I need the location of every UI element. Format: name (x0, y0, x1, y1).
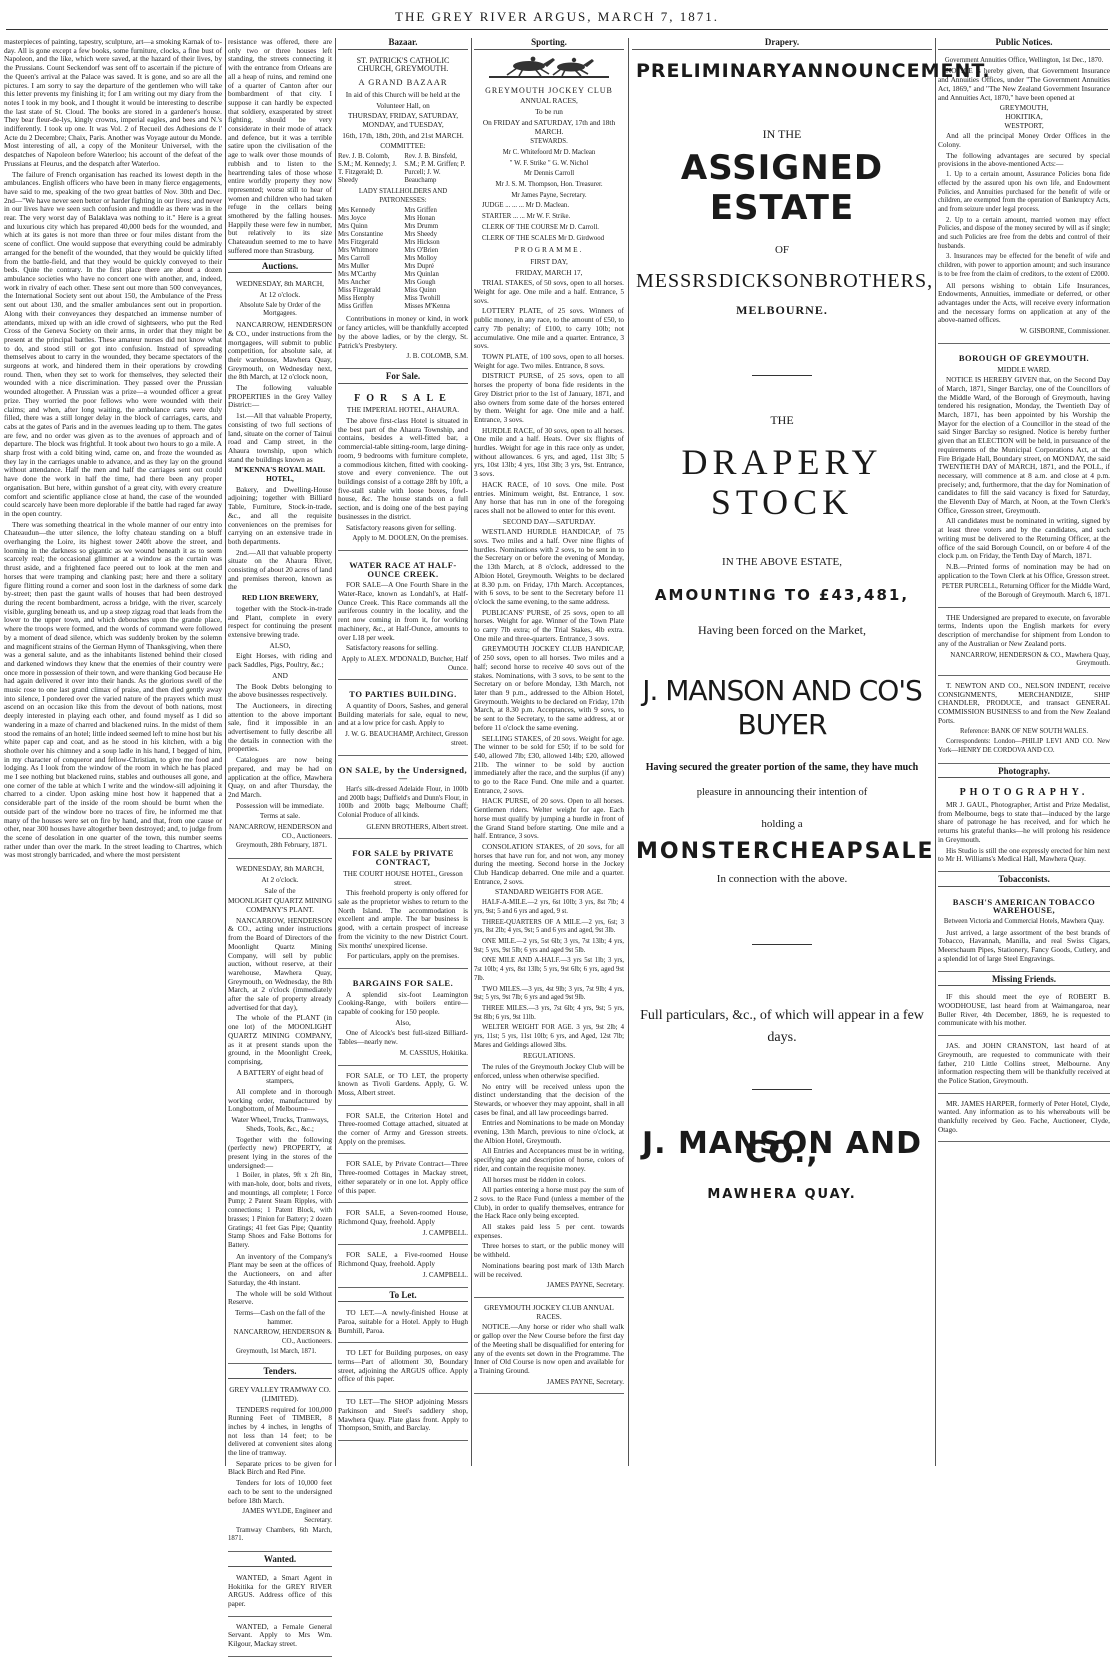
ladies-list-left: Mrs Kennedy Mrs Joyce Mrs Quinn Mrs Constantine Mrs Fitzgerald Mrs Whitmore Mrs Carroll Mrs Muller Mrs M'Carthy Mrs Ancher Miss Fitzgerald Miss Henphy Miss Griffen (338, 207, 384, 311)
ad-body: Separate prices to be given for Black Birch and Red Pine. (228, 1458, 332, 1477)
heading-word: CHEAP (771, 839, 865, 865)
ad-body: Satisfactory reasons given for selling. (346, 522, 457, 532)
mawhera-quay-label: MAWHERA QUAY. (707, 1187, 857, 1203)
ad-body: Catalogues are now being prepared, and may be had on application at the office, Mawhera Quay, on and after Thursday, the 2nd March. (228, 755, 332, 799)
ad-steward: Mr James Payne, Secretary. (511, 191, 587, 199)
full-particulars-text: Full particulars, &c., of which will appear in a few days. (640, 1007, 924, 1045)
ad-days: THURSDAY, FRIDAY, SATURDAY, MONDAY, and TUESDAY, (347, 111, 459, 129)
race-entry: GREYMOUTH JOCKEY CLUB HANDICAP, of 250 sovs, open to all horses. Two miles and a half; second horse to receive 40 sovs out of the stakes. Nominations, with 3 sovs, to be sent to the Secretary on or before Monday, 13th March, not later than 9 p.m., addressed to the Albion Hotel, Greymouth. Weights to be declared on Friday, 17th March, at 8.30 p.m. Acceptances, with 9 sovs, to be sent to the Secretary, to the same address, at or before 11 o'clock the same evening. (474, 644, 624, 732)
ad-stewards-heading: STEWARDS. (530, 138, 568, 146)
indent-notice (938, 611, 1110, 676)
ad-body: A quantity of Doors, Sashes, and general Building materials for sale, equal to new, and at a low price for cash. Apply to (338, 701, 468, 728)
heading-word: PRELIMINARY (636, 59, 792, 82)
ad-body: N.B.—Printed forms of nomination may be had on application to the Town Clerk at his Office, Gresson street. (938, 561, 1110, 580)
regulation: All parties entering a horse must pay the sum of 2 sovs. to the Race Fund (unless a member of the Club), in order to qualify themselves, entrance for the Hack Race only being excepted. (474, 1185, 624, 1221)
holding-text: holding a (761, 817, 803, 830)
public-notices-column (938, 38, 1110, 1466)
for-sale-ad (338, 388, 468, 551)
ad-body: T. NEWTON AND CO., NELSON INDENT, receive CONSIGNMENTS, MERCHANDIZE, SHIP CHANDLER, PRODUCE, and transact GENERAL COMMISSION BUSINESS to and from the New Zealand Ports. (938, 681, 1110, 725)
ad-list: 1 Boiler, in plates, 9ft x 2ft 8in, with man-hole, door, bolts and rivets, and mountings, all complete; 1 Force Pump; 2 Patent Steam Ripples, with connections; 1 Patent Block, with brasses; 1 Pinion for Battery; 2 dozen Gratings; 41 feet Gas Pipe; Quantity Stamp Shoes and False Bottoms for Battery. (228, 1172, 332, 1249)
sporting-column (474, 38, 624, 1466)
missing-friend-ad (938, 1097, 1110, 1143)
regulation: All stakes paid less 5 per cent. towards expenses. (474, 1222, 624, 1240)
weight-entry: HALF-A-MILE.—2 yrs, 6st 10lb; 3 yrs, 8st 7lb; 4 yrs, 9st; 5 and 6 yrs and aged, 9 st. (474, 899, 624, 915)
masthead-title: THE GREY RIVER ARGUS, MARCH 7, 1871. (395, 9, 719, 24)
ad-body: MR. JAMES HARPER, formerly of Peter Hotel, Clyde, wanted. Any information as to his whereabouts will be thankfully received by Geo. Fache, Auctioneer, Clyde, Otago. (938, 1098, 1110, 1134)
article-paragraph: The failure of French organisation has reached its lowest depth in the ambulances. English officers who have been in many fierce engagements, have said to me, speaking of the two great battles of Nov. 30th and Dec. 2nd—"We have never seen better or harder fighting in our lives; and never in our lives have we seen such confusion and muddle as there was in the rear. The very worst day of Balaklava was nothing to it." Here is a great and luxurious city which has prepared 40,000 beds for the wounded, and which at its gates is not more than three or four miles distant from the scene of conflict. One would suppose that everything could be admirably arranged for the benefit of the wounded, that they would be quickly lifted from the battle-field, and that they would be quickly conveyed to their beds. Quite the contrary. In the first place there are about a dozen ambulance societies who have no concert one with another, and, indeed, work in rivalry of each other. These sent out more than 500 conveyances, the International Society sent out about 150, the Ambulance of the Press sent out about 130, and the smaller ambulances sent out in proportion. Along with their conveyances they despatched an immense number of attendants, mixed up with an idle crowd of sightseers, who put the Red Cross of the Geneva Society on their arms, in order that they might be present at the principal battles. These amateur nurses did not know what to do, and stood still or got into confusion. Instead of spreading themselves about to carry in the wounded, they became spectators of the surgeons at work, and hindered them in their operations by crowding round. Then, when they set to work for themselves, they selected their wounded with a nice discrimination. They passed over the Prussian wounded altogether. A Prussian was a prize—a wounded officer a great prize. They worried the poor fellows who were wounded with their claims; and when, after long waiting, the ambulance carts were duly filled, there was a still longer delay in the block of carriages, carts, and cabs at the gates of Paris and in the avenues leading up to them. The gates are few, and no order was given as to the avenues of approach and of departure. The block was frightful. It took about two hours to go a mile. A sharp frost with a cold biting wind, came on, and froze the wounded as they lay in the carriages unable to advance, and as they lay on the ground without attendance. Half the men and half the carriages sent out could have done the work in half the time, had there been any proper organisation. But here, within gunshot of a great city, with every creature comfort and scientific appliance close at hand, the case of the wounded could scarcely have been more deplorable if the battle had raged far away in the open country. (4, 169, 222, 518)
section-heading-public-notices: Public Notices. (938, 38, 1110, 50)
ad-body: The following advantages are secured by special provisions in the above-mentioned Acts:— (938, 150, 1110, 169)
ad-time: At 2 o'clock. (261, 874, 299, 884)
masthead-rule (6, 29, 1108, 30)
ad-signature: JAMES WYLDE, Engineer and Secretary. (242, 1507, 332, 1524)
dickson-brothers-heading (632, 270, 934, 293)
column-rule (935, 38, 936, 1466)
ad-regulations-heading: REGULATIONS. (522, 1051, 576, 1061)
ad-when: On FRIDAY and SATURDAY, 17th and 18th MARCH. (482, 117, 616, 136)
ad-body: FOR SALE, by Private Contract—Three Three-roomed Cottages in Mackay street, either separately or in one lot. Apply office of this paper. (338, 1159, 468, 1195)
race-entry: DISTRICT PURSE, of 25 sovs, open to all horses the property of bona fide residents in the Grey District prior to the 1st of January, 1871, and also owners from some date of the horses entered by them. Weight for age. One mile and a half. Entrance, 3 sovs. (474, 371, 624, 424)
auction-ad-properties (228, 277, 332, 859)
ad-body: THE Undersigned are prepared to execute, on favorable terms, Indents upon the English markets for every description of merchandise for shipment from London to any of the Australian or New Zealand ports. (938, 612, 1110, 648)
for-sale-ad (338, 972, 468, 1066)
for-sale-ad (338, 683, 468, 755)
preliminary-announcement-heading (632, 54, 991, 82)
ad-body: All persons wishing to obtain Life Insurances, Endowments, Annuities, immediate or deferred, or other advantages under the Acts, will receive every information and the necessary forms on application at any of the above-named offices. (938, 280, 1110, 325)
section-heading-auctions: Auctions. (228, 259, 332, 274)
forced-label: Having been forced on the Market, (698, 622, 866, 637)
ad-terms: Terms—Cash on the fall of the hammer. (234, 1307, 326, 1326)
ad-day-heading: SECOND DAY—SATURDAY. (502, 516, 596, 526)
ad-subtitle: Absolute Sale by Order of the Mortgagees. (239, 301, 321, 318)
ad-body: Satisfactory reasons for selling. (346, 643, 438, 653)
ad-body: TENDERS required for 100,000 Running Feet of TIMBER, 8 inches by 4 inches, in lengths of not less than 14 feet; to be delivered at convenient sites along the line of tramway. (228, 1404, 332, 1458)
ad-date: WEDNESDAY, 8th MARCH, (236, 864, 324, 874)
ad-brewery-name: RED LION BREWERY, (241, 593, 319, 603)
ad-dated: Greymouth, 28th February, 1871. (236, 842, 327, 850)
jockey-club-ad (474, 84, 624, 1298)
column-rule (225, 38, 226, 1466)
ad-body: This freehold property is only offered for sale as the proprietor wishes to return to the North Island. The accommodation is excellent and ample. The bar business is good, with a certain prospect of increase from the vicinity to the new District Court. Six months' unexpired license. (338, 888, 468, 950)
ad-signature: PETER PURCELL, Returning Officer for the Middle Ward, of the Borough of Greymouth. March 6, 1871. (941, 582, 1110, 600)
ad-body: Tenders for lots of 10,000 feet each to be sent to the undersigned before 18th March. (228, 1478, 332, 1505)
ad-title: GREYMOUTH JOCKEY CLUB (485, 85, 613, 95)
ad-weights-heading: STANDARD WEIGHTS FOR AGE. (495, 887, 603, 897)
section-heading-bazaar: Bazaar. (338, 38, 468, 50)
ad-body: FOR SALE—A One Fourth Share in the Water-Race, known as Londahl's, at Half-Ounce Creek. This Race commands all the auriferous country in the locality, and the rent now coming in from it, for working machinery, &c., at Half-Ounce, amounts to over L18 per week. (338, 580, 468, 642)
weight-entry: ONE MILE.—2 yrs, 5st 6lb; 3 yrs, 7st 13lb; 4 yrs, 9st; 5 yrs, 9st 5lb; 6 yrs and aged 9st 5lb. (474, 937, 624, 954)
above-estate-label: IN THE ABOVE ESTATE, (722, 556, 842, 569)
ad-signature: JAMES PAYNE, Secretary. (546, 1281, 624, 1290)
ad-subtitle: ANNUAL RACES, (520, 96, 578, 106)
committee-list-right: Rev. J. B. Binsfeld, S.M.; P. M. Griffen; P. Purcell; J. W. Beauchamp (404, 153, 466, 185)
ad-body: FOR SALE, a Five-roomed House Richmond Quay, freehold. Apply (338, 1250, 468, 1269)
in-the-label: IN THE (762, 126, 802, 141)
auction-ad-moonlight (228, 862, 332, 1364)
ad-title: GREYMOUTH JOCKEY CLUB ANNUAL RACES. (484, 1303, 614, 1321)
ad-possession: Possession will be immediate. (236, 800, 324, 810)
ad-lot: together with the Stock-in-trade and Plant, complete in every respect for continuing the present extensive brewing trade. (228, 603, 332, 639)
ad-day-date: FRIDAY, MARCH 17, (515, 267, 583, 277)
ad-title: TO PARTIES BUILDING. (349, 689, 457, 700)
ad-signature: J. W. G. BEAUCHAMP, Architect, Gresson street. (345, 730, 468, 747)
ad-body: All candidates must be nominated in writing, signed by at least three voters and by the candidates, and such writing must be delivered to the Returning Officer, at the office of the said Borough Council, on or before 4 of the clock p.m. on Friday, the Tenth Day of March, 1871. (938, 516, 1110, 561)
assigned-estate-heading: ASSIGNED ESTATE (680, 148, 884, 229)
ad-official: STARTER ... ... Mr W. F. Strike. (482, 213, 571, 221)
ad-and: AND (272, 670, 288, 680)
melbourne-label: MELBOURNE. (736, 302, 828, 317)
ad-body: One of Alcock's best full-sized Billiard-Tables—nearly new. (338, 1028, 468, 1047)
jockey-club-notice (474, 1301, 624, 1394)
ad-title: MOONLIGHT QUARTZ MINING COMPANY'S PLANT. (228, 896, 333, 914)
ad-body: The above first-class Hotel is situated in the best part of the Ahaura Township, and contains, besides a well-fitted bar, a commercial-table sitting-room, large dining-room, 9 bedrooms with furniture complete, a commodious kitchen, fitted with cooking-stove and every convenience. The out buildings consist of a cottage 28ft by 10ft, a five-stall stable with loose boxes, fowl-house, &c. The house stands on a full section, and is doing one of the best paying businesses in the district. (338, 416, 468, 521)
wanted-ad (228, 1620, 332, 1657)
ad-also: Also, (395, 1017, 411, 1027)
heading-word: DICKSON (718, 270, 815, 293)
ad-body: The Auctioneers, in directing attention to the above important sale, find it impossible in an advertisement to fully describe all the details in connection with the properties. (228, 700, 332, 754)
race-entry: CONSOLATION STAKES, of 20 sovs, for all horses that have run for, and not won, any money during the meeting. Second horse in the Jockey Club Handicap debarred. One mile and a quarter. Entrance, 2 sovs. (474, 841, 624, 886)
ad-body: The whole of the PLANT (in one lot) of the MOONLIGHT QUARTZ MINING COMPANY, as it at present stands upon the ground, in the Moonlight Creek, comprising, (228, 1013, 332, 1066)
ad-day-heading: FIRST DAY, (530, 256, 568, 266)
ad-body: In aid of this Church will be held at the (345, 89, 461, 99)
newton-notice (938, 679, 1110, 764)
ad-items: Water Wheel, Trucks, Tramways, Sheds, Tools, &c., &c.; (231, 1115, 329, 1133)
ad-location: Between Victoria and Commercial Hotels, Mawhera Quay. (943, 918, 1105, 926)
ad-body: To be run (535, 107, 563, 117)
column-rule (628, 38, 629, 1466)
ad-body: Contributions in money or kind, in work or fancy articles, will be thankfully accepted by the above ladies, or by the clergy, St. Patrick's Presbytery. (338, 314, 468, 350)
race-entry: HACK PURSE, of 20 sovs. Open to all horses. Gentlemen riders. Welter weight for age. Each horse must qualify by jumping a hurdle in front of the Grand Stand before starting. One mile and a half. Entrance, 3 sovs. (474, 796, 624, 841)
ad-body: The following valuable PROPERTIES in the Grey Valley District:— (228, 383, 332, 410)
tobacco-ad (938, 891, 1110, 972)
ad-title: PHOTOGRAPHY. (959, 787, 1089, 799)
race-entry: HURDLE RACE, of 30 sovs, open to all horses. One mile and a half. Heats. Over six flights of hurdles. Weight for age in this race only as under, without allowances. 6 yrs, and aged, 11st 3lb; 5 yrs, 10st 13lb; 4 yrs, 10st 3lb; 3 yrs, 9st. Entrance, 3 sovs. (474, 425, 624, 479)
auctions-column (228, 37, 333, 1649)
ad-also: ALSO, (269, 640, 291, 650)
column-rule (335, 38, 336, 1466)
missing-friend-ad (938, 990, 1110, 1036)
ad-signature: For particulars, apply on the premises. (346, 951, 460, 961)
article-continuation: resistance was offered, there are only two or three houses left standing, the streets connecting it with the entrance from Orleans are all a heap of ruins, and remind one of a quarter of Canton after our bombardment of that city. I suppose it can hardly be expected that soldiery, exasperated by street fighting, should be very considerate in their mode of attack and defence, but it was a terrible satire upon the civilisation of the age to walk over those mounds of rubbish and to listen to the heartrending tales of those whose entire worldly property they now represented; worse still to hear of women and children who had taken refuge in the cellars being smothered by the falling houses. Happily these were few in number, but relatively to its size Chateaudun seemed to me to have suffered more than Strasburg. (228, 37, 332, 255)
ad-item: 2. Up to a certain amount, married women may effect Policies, and dispose of the money secured by will as if single; and such Policies are free from the debts and control of their husbands. (938, 216, 1110, 250)
ad-body: NOTICE is hereby given, that Government Insurance and Annuities Offices, under "The Government Annuities Act, 1869," and "The New Zealand Government Insurance and Annuities Act, 1870," have been opened at (938, 66, 1110, 102)
for-sale-ad (338, 1157, 468, 1203)
ad-body: WANTED, a Smart Agent in Hokitika for the GREY RIVER ARGUS. Address office of this paper. (228, 1572, 332, 1608)
regulation: The rules of the Greymouth Jockey Club will be enforced, unless when otherwise specified. (474, 1062, 624, 1080)
ad-ward: MIDDLE WARD. (997, 364, 1051, 374)
missing-friend-ad (938, 1039, 1110, 1094)
ad-body: NANCARROW, HENDERSON & CO., under instructions from the mortgagees, will submit to public competition, for absolute sale, at their warehouse, Mawhera Quay, Greymouth, on Wednesday next, the 8th March, at 12 o'clock noon, (228, 320, 332, 382)
ad-body: IF this should meet the eye of ROBERT B. WOODHOUSE, last heard from at Waimangaroa, near Buller River, 4th December, 1869, he is requested to communicate with his mother. (938, 992, 1110, 1028)
ad-body: Volunteer Hall, on (376, 100, 430, 110)
section-heading-tenders: Tenders. (228, 1367, 332, 1379)
ad-office: Government Annuities Office, Wellington, 1st Dec., 1870. (944, 56, 1104, 64)
ad-item: 1. Up to a certain amount, Assurance Policies bona fide effected by the assured upon his own life, and Endowment Policies, and Annuities purchased for the benefit of wife or children, are exempted from the operation of Bankruptcy Acts, and from seizure under legal process. (938, 171, 1110, 213)
ad-hotel-name: M'KENNA'S ROYAL MAIL HOTEL, (234, 465, 326, 484)
section-heading-tobacconists: Tobacconists. (938, 875, 1110, 887)
ad-signature: J. B. COLOMB, S.M. (406, 352, 468, 361)
ad-title: ON SALE, by the Undersigned,— (338, 764, 468, 784)
to-let-ad (338, 1395, 468, 1441)
ad-date: WEDNESDAY, 8th MARCH, (236, 279, 324, 289)
regulation: Entries and Nominations to be made on Monday evening, 13th March, previous to nine o'clock, at the Albion Hotel, Greymouth. (474, 1118, 624, 1145)
section-heading-wanted: Wanted. (228, 1555, 332, 1567)
ad-body: The whole will be sold Without Reserve. (228, 1288, 332, 1307)
committee-list-left: Rev. J. B. Colomb, S.M.; M. Kennedy; J. T. Fitzgerald; D. Sheedy (338, 153, 397, 185)
of-label: OF (774, 244, 790, 257)
section-heading-drapery: Drapery. (632, 38, 932, 50)
ad-lot: Bakery, and Dwelling-House adjoining; together with Billiard Table, Furniture, Stock-in-trade, &c., and all the requisite conveniences on the premises for carrying on an extensive trade in both departments. (228, 484, 332, 546)
section-heading-sporting: Sporting. (474, 38, 624, 50)
ad-signature: Apply to ALEX. M'DONALD, Butcher, Half Ounce. (341, 654, 468, 672)
drapery-stock-heading: DRAPERY STOCK (681, 442, 883, 523)
ad-item: 3. Insurances may be effected for the benefit of wife and children, with power to apportion amount; and such insurance is to be free from the claim of creditors, to the extent of £2000. (938, 253, 1110, 278)
ad-title: BARGAINS FOR SALE. (352, 977, 454, 988)
ad-title: GREY VALLEY TRAMWAY CO. (LIMITED). (229, 1385, 331, 1403)
ad-steward: Mr C. Whitefoord Mr D. Maclean (502, 148, 596, 156)
ad-time: At 12 o'clock. (259, 289, 301, 299)
ad-steward: " W. F. Strike " G. W. Nichol (509, 159, 589, 167)
article-paragraph: There was something theatrical in the whole manner of our entry into Chateaudun—the utter silence, the lofty chateau standing on a bluff overhanging the Loire, its highest tower 240ft above the street, and looming in the darkness so gigantic as we wound beneath it as to seem scarcely real; the occasional glimmer at a window as the curtain was thrust aside, and a frightened face peered out to look at the men and horses that were tramping and clanking past; here and there a solitary figure flitting round a corner and soon lost in the darkness of some dark by-street; then past the gaunt walls of houses that had been destroyed during the recent bombardment, across a bridge, with the river, scarcely visible, gurgling beneath us, and up a steep zigzag road that leads from the lower to the upper town, and which debouches upon the grande place, where the troops were formed, and the words of command were followed by a moment of dead silence, which was suddenly broken by the solemn and magnificent strains of the German Hymn of Thanksgiving, when there was a general salute, and as the inhabitants listened behind their closed and darkened windows they knew that the enemies of their country were once more in possession of their town, and were thanking God because He had again delivered it over into their hands. As the glorious swell of the music rose to one last grand climax of praise, and then died gently away into silence, I pondered over the varied nature of the prayers which must ascend on an occasion like this from the devout of both nations, most deeply interested in playing each other, and found myself as I did so wandering in a maze of charred and blackened ruins. In the midst of them stood the remains of an hotel; little indeed seemed left to mine host but his white paper cap and coat, and as he stood in his kitchen, with a big shothole over his chimney and a soup ladle in his hand, I begged of him, in my character of conqueror and fellow-Christian, to give me food and lodging. As I look from the window of the room in which he has placed me I see nothing but blackened ruins, stables and outhouses all gone, and one corner of the table at which I write and the window-sill adjoining it charred to a cinder. Upon asking mine host how it happened that a considerable part of the inside of the room should be burnt when the outside part of the window bore no traces of fire, he informed me that many of the houses were set on fire by hand, and that, from one cause or other, near 300 houses have altogether been destroyed; and, to judge from the scene of desolation in one quarter of the town, this number seems rather under than over the mark. In the street leading to Chartres, which was most strongly barricaded, and where the most persistent (4, 519, 222, 860)
ad-reference: Reference: BANK OF NEW SOUTH WALES. (959, 727, 1089, 735)
for-sale-ad (338, 759, 468, 840)
ad-signature: NANCARROW, HENDERSON & CO., Auctioneers. (233, 1328, 332, 1346)
ad-name: THE IMPERIAL HOTEL, AHAURA. (346, 405, 460, 415)
ad-signature: NANCARROW, HENDERSON and CO., Auctioneers. (229, 823, 332, 840)
ad-body: JAS. and JOHN CRANSTON, last heard of at Greymouth, are requested to communicate with their father, 210 Little Collins street, Melbourne. Any information respecting them will be thankfully received at the Police Station, Greymouth. (938, 1041, 1110, 1085)
ad-name: THE COURT HOUSE HOTEL, Gresson street. (343, 868, 463, 887)
photography-ad (938, 782, 1110, 872)
regulation: All horses must be ridden in colors. (482, 1174, 586, 1184)
for-sale-ad (338, 1206, 468, 1245)
weight-entry: ONE MILE AND A-HALF.—3 yrs 5st 1lb; 3 yrs, 7st 10lb; 4 yrs, 8st 13lb; 5 yrs, 9st 6lb; 6 yrs, aged 9st 7lb. (474, 957, 624, 982)
race-entry: PUBLICANS' PURSE, of 25 sovs, open to all horses. Weight for age. Winner of the Town Plate to carry 7lb extra; of the Trial Stakes, 4lb extra. One mile and three-quarters. Entrance, 3 sovs. (474, 607, 624, 643)
monster-cheap-sale-heading (632, 839, 935, 865)
to-let-ad (338, 1346, 468, 1392)
ad-lot: The Book Debts belonging to the above businesses respectively. (228, 681, 332, 700)
ad-body: FOR SALE, the Criterion Hotel and Three-roomed Cottage attached, situated at the corner of Army and Gresson streets. Apply on the premises. (338, 1110, 468, 1146)
wanted-ad (228, 1571, 332, 1617)
heading-word: BROTHERS, (814, 270, 934, 293)
ad-dates: 16th, 17th, 18th, 20th, and 21st MARCH. (342, 130, 464, 140)
race-entry: SELLING STAKES, of 20 sovs. Weight for age. The winner to be sold for £50; if to be sold for £40, allowed 7lb; £30, allowed 14lb; £20, allowed 21lb. The winner to be sold by auction immediately after the race, and the surplus (if any) to go to the Race Fund. One mile and a quarter. Entrance, 2 sovs. (474, 733, 624, 795)
ad-lot: 2nd.—All that valuable property situate on the Ahaura River, consisting of about 20 acres of land and premises thereon, known as the (228, 547, 332, 592)
ad-title: WATER RACE AT HALF-OUNCE CREEK. (349, 559, 457, 579)
buyer-heading: J. MANSON AND CO'S BUYER (642, 674, 922, 742)
ad-dated: Greymouth, 1st March, 1871. (236, 1347, 317, 1355)
ad-signature: NANCARROW, HENDERSON & CO., Mawhera Quay, Greymouth. (950, 650, 1110, 668)
column-rule (471, 38, 472, 1466)
ad-title: BASCH'S AMERICAN TOBACCO WAREHOUSE, (952, 896, 1096, 916)
bazaar-forsale-column (338, 38, 468, 1466)
ad-signature: GLENN BROTHERS, Albert street. (366, 822, 468, 831)
weight-entry: WELTER WEIGHT FOR AGE. 3 yrs, 9st 2lb; 4 yrs, 11st; 5 yrs, 11st 10lb; 6 yrs, and Aged, 12st 7lb; Mares and Geldings allowed 3lbs. (474, 1024, 624, 1049)
ad-title: BOROUGH OF GREYMOUTH. (958, 352, 1090, 363)
ad-body: TO LET for Building purposes, on easy terms—Part of allotment 30, Boundary street, adjoining the ARGUS office. Apply office of this paper. (338, 1348, 468, 1384)
pleasure-text: pleasure in announcing their intention of (696, 787, 868, 799)
ad-body: TO LET.—A newly-finished House at Paroa, suitable for a Hotel. Apply to Hugh Burnhill, Paroa. (338, 1308, 468, 1335)
heading-word: ANNOUNCEMENT. (791, 59, 991, 82)
ad-body: TO LET—The SHOP adjoining Messrs Parkinson and Steel's saddlery shop, Mawhera Quay. Plate glass front. Apply to Thompson, Smith, and Barclay. (338, 1397, 468, 1433)
ad-body: WANTED, a Female General Servant. Apply to Mrs Wm. Kilgour, Mackay street. (228, 1621, 332, 1649)
ad-official: JUDGE ... ... ... Mr D. Maclean. (482, 202, 570, 210)
tender-ad (228, 1383, 332, 1552)
heading-word: MESSRS (636, 270, 719, 293)
ad-body: Hart's silk-dressed Adelaide Flour, in 100lb and 200lb bags; Duffield's and Dunn's Flour, in 100lb and 200lb bags; Melbourne Chaff; Colonial Produce of all kinds. (338, 785, 468, 820)
regulation: Three horses to start, or the public money will be withheld. (474, 1241, 624, 1260)
regulation: All Entries and Acceptances must be in writing, specifying age and description of horse, colors of rider, and contain the requisite money. (474, 1146, 624, 1173)
ad-correspondents: Correspondents: London—PHILIP LEVI AND CO. New York—HENRY DE CORDOVA AND CO. (938, 738, 1110, 754)
weight-entry: THREE-QUARTERS OF A MILE.—2 yrs, 6st; 3 yrs, 8st 2lb; 4 yrs, 9st; 5 and 6 yrs and aged, 9st 3lb. (474, 918, 624, 935)
drapery-column (632, 37, 991, 1466)
masthead (0, 0, 1114, 34)
race-entry: TOWN PLATE, of 100 sovs, open to all horses. Weight for age. Two miles. Entrance, 8 sovs. (474, 351, 624, 370)
regulation: No entry will be received unless upon the distinct understanding that the decision of the Stewards, or whoever they may appoint, shall in all cases be final, and all law proceedings barred. (474, 1081, 624, 1117)
article-paragraph: masterpieces of painting, tapestry, sculpture, art—a smoking Karnak of to-day. All is gone except a few books, some furniture, clocks, a fine bust of Napoleon, and the like, which were saved, at the hazard of their lives, by the Prussians. Count Seckendorf was sent off to ascertain if the picture of the Queen's arrival at the Palace was saved. It is gone, and so are all the pictures. I am sorry to say the departure of the gentlemen who will take this letter prevents my finishing it; for I am writing out my diary from the notes I took in my book, and I thought it would be interesting to describe the last state of St. Cloud. The books are stored in a gardener's house. They bear fleur-de-lys, kingly crowns, imperial eagles, and bees and N.'s indifferently. I took up one. It was Vol. 2 of Recueil des Adhesions de l' Acte du 2 Decembre; Chaix, Paris. Another was Voyage autour du Monde. Most interesting of all, a copy of the Moniteur Universel, with the despatches of Napoleon before Waterloo; his account of the defeat of the Prussians at Fleurus, and the despatch after Waterloo. (4, 37, 222, 168)
for-sale-ad (338, 1109, 468, 1155)
ad-lot: 1st.—All that valuable Property, consisting of two full sections of land, situate on the corner of Tainui road and Camp street, in the Ahaura township, upon which stand the buildings known as (228, 411, 332, 464)
ad-terms: Terms at sale. (259, 811, 301, 821)
for-sale-ad (338, 554, 468, 680)
ad-body: NANCARROW, HENDERSON & CO., acting under instructions from the Board of Directors of the Moonlight Quartz Mining Company, will sell by public auction, without reserve, at their warehouse, Mawhera Quay, Greymouth, on Wednesday, the 8th March, at 2 o'clock (immediately after the sale of property already advertised for that day), (228, 915, 332, 1012)
ad-lot: Eight Horses, with riding and pack Saddles, Pigs, Poultry, &c.; (228, 651, 332, 670)
ad-signature: Apply to M. DOOLEN, On the premises. (352, 534, 468, 543)
section-heading-missing-friends: Missing Friends. (938, 975, 1110, 987)
ad-dated: Tramway Chambers, 6th March, 1871. (228, 1526, 332, 1543)
divider (752, 375, 812, 376)
race-entry: HACK RACE, of 10 sovs. One mile. Post entries. Minimum weight, 8st. Entrance, 1 sov. Any horse that has run in one of the foregoing races shall not be allowed to enter for this event. (474, 479, 624, 515)
ad-body: MR J. GAUL, Photographer, Artist and Prize Medalist, from Melbourne, begs to state that—induced by the large share of patronage he has received, and for which he returns his grateful thanks—he will prolong his residence in Greymouth. (938, 800, 1110, 844)
section-heading-for-sale: For Sale. (338, 372, 468, 384)
bazaar-ad (338, 54, 468, 369)
ad-body: A splendid six-foot Leamington Cooking-Range, with boilers entire—capable of cooking for 150 people. (338, 989, 468, 1017)
article-column (4, 38, 222, 1466)
ad-sale: Sale of the (264, 885, 296, 895)
heading-word: SALE (864, 839, 935, 865)
for-sale-ad (338, 842, 468, 968)
race-entry: WESTLAND HURDLE HANDICAP, of 75 sovs. Two miles and a half. Over nine flights of hurdles. Nominations with 2 sovs, to be sent in to the Secretary on or before the evening of Monday, the 13th March, at 8 o'clock, addressed to the Albion Hotel, Greymouth. Weights to be declared at 8.30 p.m. on Friday, 17th March. Acceptances, with 6 sovs, to be sent to the Secretary before 11 o'clock the same evening, to the same address. (474, 527, 624, 606)
heading-word: MONSTER (636, 839, 772, 865)
ad-body: Just arrived, a large assortment of the best brands of Tobacco, Havannah, Manilla, and real Swiss Cigars, Meerschaum Pipes, Stationery, Fancy Goods, Cutlery, and a splendid lot of large Steel Engravings. (938, 927, 1110, 963)
ad-ladies-heading: LADY STALLHOLDERS AND PATRONESSES: (358, 188, 448, 204)
ad-steward: Mr Dennis Carroll (523, 170, 575, 178)
ad-title: A GRAND BAZAAR (358, 77, 448, 88)
ad-body: And all the principal Money Order Offices in the Colony. (938, 131, 1110, 150)
weight-entry: TWO MILES.—3 yrs, 4st 9lb; 3 yrs, 7st 9lb; 4 yrs, 9st; 5 yrs, 9st 7lb; 6 yrs and aged 9st 9lb. (474, 985, 624, 1002)
ad-body: NOTICE.—Any horse or rider who shall walk or gallop over the New Course before the first day of the Meeting shall be disqualified for entering for any of the events set down in the Programme. The Inner of Old Course is now open and available for a Training Ground. (474, 1322, 624, 1375)
ad-official: CLERK OF THE SCALES Mr D. Girdwood (482, 234, 605, 242)
connection-text: In connection with the above. (716, 873, 848, 886)
the-label: THE (770, 412, 794, 427)
ad-signature: M. CASSIUS, Hokitika. (399, 1048, 468, 1057)
ad-title: FOR SALE by PRIVATE CONTRACT, (352, 848, 454, 868)
ad-church: ST. PATRICK'S CATHOLIC CHURCH, GREYMOUTH. (356, 55, 450, 74)
for-sale-ad (338, 1069, 468, 1106)
ad-body: An inventory of the Company's Plant may be seen at the offices of the Auctioneers, on and after Saturday, the 4th instant. (228, 1251, 332, 1287)
ad-committee-heading: COMMITTEE: (380, 141, 426, 151)
having-secured-text: Having secured the greater portion of the same, they have much (645, 762, 919, 774)
weight-entry: THREE MILES.—3 yrs, 7st 6lb; 4 yrs, 9st; 5 yrs, 9st 8lb; 6 yrs, 9st 11lb. (474, 1004, 624, 1021)
ad-body: FOR SALE, or TO LET, the property known as Tivoli Gardens. Apply, G. W. Moss, Albert street. (338, 1070, 468, 1097)
ad-body: His Studio is still the one expressly erected for him next to Mr H. Williams's Medical Hall, Mawhera Quay. (938, 845, 1110, 864)
racehorse-engraving-icon (489, 54, 609, 80)
ad-signature: J. CAMPBELL. (422, 1270, 468, 1279)
divider (752, 1089, 812, 1090)
committee-list (338, 153, 468, 185)
section-heading-photography: Photography. (938, 767, 1110, 779)
ad-body: FOR SALE, a Seven-roomed House, Richmond Quay, freehold. Apply (338, 1208, 468, 1226)
ad-programme-heading: PROGRAMME. (514, 245, 584, 255)
ad-official: CLERK OF THE COURSE Mr D. Carroll. (482, 223, 599, 231)
race-entry: LOTTERY PLATE, of 25 sovs. Winners of public money, in any race, to the amount of £50, to carry 7lb penalty; of £100, to carry 10lb; not accumulative. One mile and a quarter. Entrance, 3 sovs. (474, 306, 624, 351)
ad-places: GREYMOUTH, HOKITIKA, WESTPORT, (999, 103, 1049, 130)
ladies-list-right: Mrs Griffen Mrs Honan Mrs Drumm Mrs Sheedy Mrs Hickson Mrs O'Brien Mrs Molloy Mrs Dupré Mrs Quinlan Mrs Gough Miss Quinn Miss Twohill Misses M'Kenna (404, 207, 450, 311)
ad-signature: J. CAMPBELL. (422, 1228, 468, 1237)
annuities-notice (938, 54, 1110, 344)
ad-signature: W. GISBORNE, Commissioner. (1019, 327, 1110, 336)
race-entry: TRIAL STAKES, of 50 sovs, open to all horses. Weight for age. One mile and a half. Entrance, 5 sovs. (474, 278, 624, 305)
ad-body: All complete and in thorough working order, manufactured by Longbottom, of Melbourne— (228, 1087, 332, 1114)
amount-heading: AMOUNTING TO £43,481, (654, 585, 910, 604)
section-heading-to-let: To Let. (338, 1291, 468, 1303)
ad-body: Together with the following (perfectly new) PROPERTY, at present lying in the stores of the undersigned:— (228, 1134, 332, 1170)
ad-steward: Mr J. S. M. Thompson, Hon. Treasurer. (495, 181, 603, 189)
divider (752, 944, 812, 945)
ad-body: NOTICE IS HEREBY GIVEN that, on the Second Day of March, 1871, Singer Barclay, one of the Councillors of the Middle Ward, of the Borough of Greymouth, having tendered his resignation, Monday, the Twentieth Day of March, 1871, has been appointed by his Worship the Mayor for the election of a Councillor in the stead of the said Singer Barclay so resigned. Notice is hereby further given that an ELECTION will be held, in pursuance of the requirements of the Municipal Corporations Act, at the Fire Brigade Hall, Boundary street, on MONDAY, the said TWENTIETH DAY of MARCH, 1871, and the POLL, if necessary, will commence at 8 a.m. and close at 4 p.m. precisely; and, furthermore, that the day for Nomination of candidates to fill the said vacancy is fixed for Saturday, the Eleventh Day of March, at Noon, at the Town Clerk's Office, Gresson street, Greymouth. (938, 375, 1110, 515)
ad-signature: JAMES PAYNE, Secretary. (546, 1377, 624, 1386)
borough-notice (938, 347, 1110, 608)
ad-title: FOR SALE (354, 392, 452, 404)
for-sale-ad (338, 1248, 468, 1287)
manson-heading: J. MANSON AND CO., (641, 1125, 923, 1170)
ad-battery: A BATTERY of eight head of stampers, (236, 1067, 324, 1086)
ladies-list (338, 207, 468, 311)
regulation: Nominations bearing post mark of 13th March will be received. (474, 1260, 624, 1279)
to-let-ad (338, 1306, 468, 1343)
